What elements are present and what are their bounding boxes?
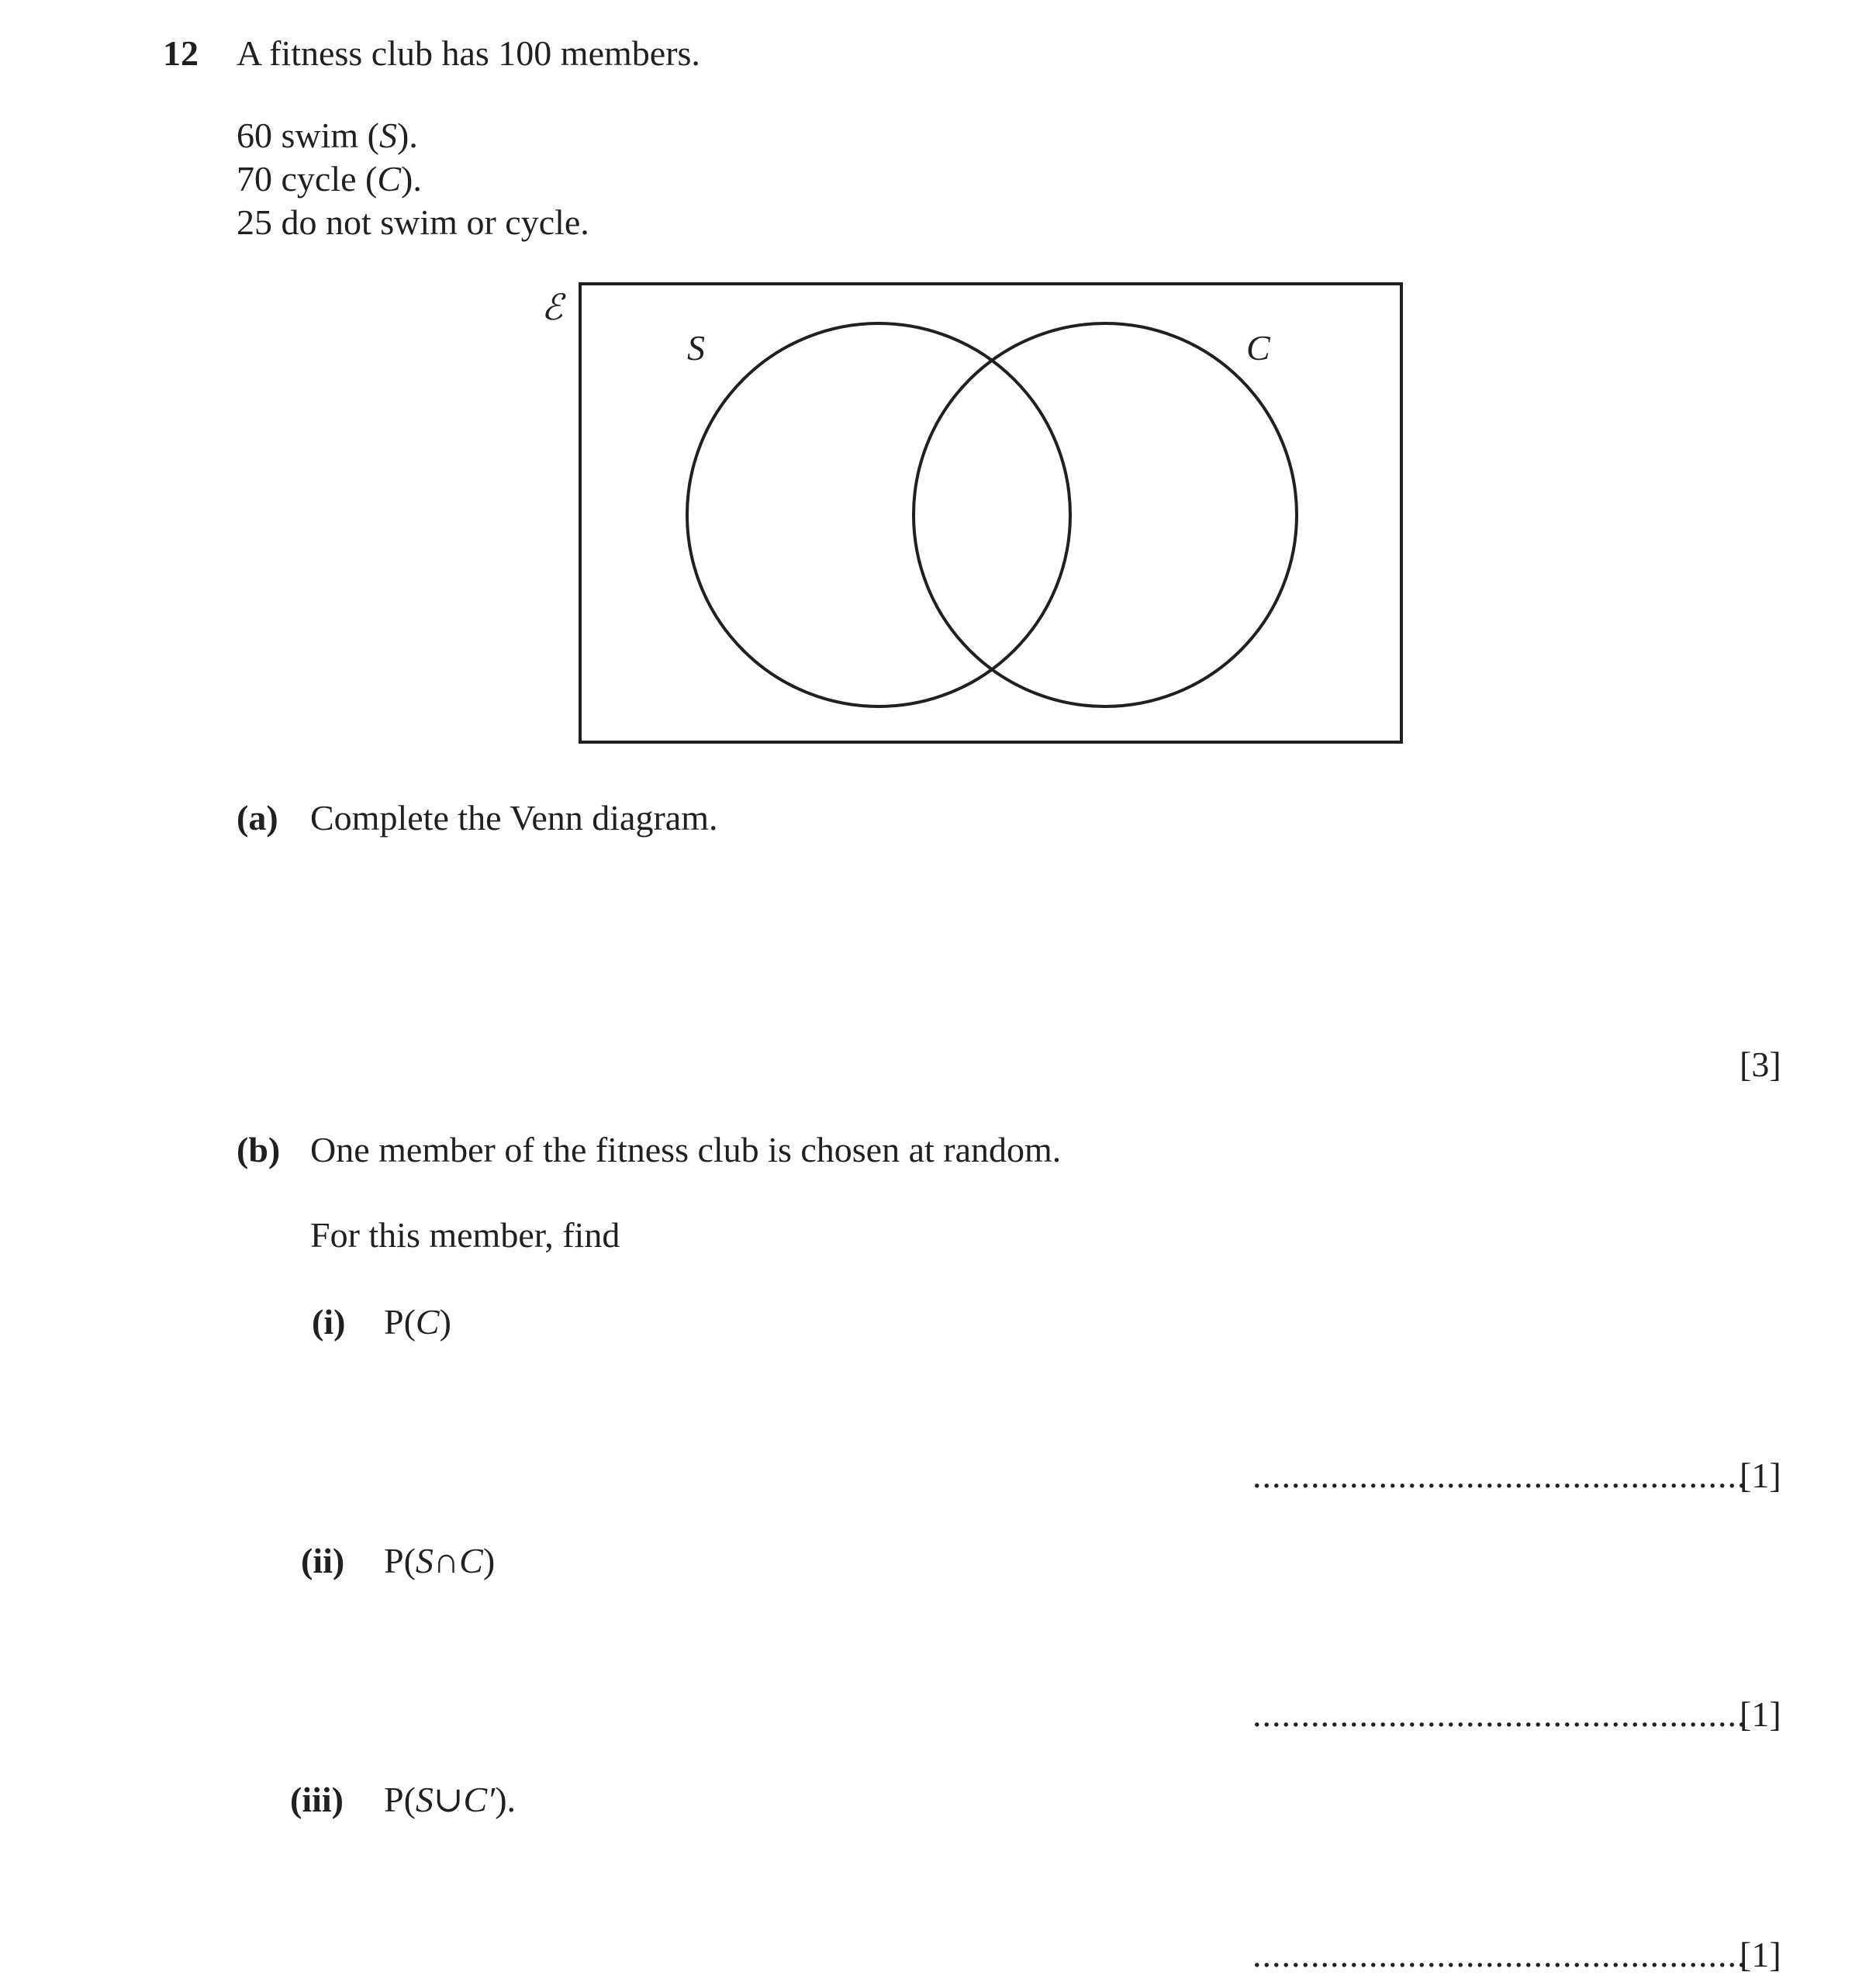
part-b-label: (b): [237, 1130, 281, 1169]
subpart-i-marks: [1]: [1740, 1456, 1781, 1495]
part-b-text: One member of the fitness club is chosen at random.: [310, 1130, 1062, 1169]
subpart-iii-label: (iii): [290, 1780, 344, 1819]
set-c-circle: [914, 323, 1297, 706]
fact-cycle: 70 cycle (C).: [237, 159, 422, 199]
fact-swim: 60 swim (S).: [237, 116, 418, 155]
subpart-i-label: (i): [312, 1302, 346, 1342]
question-number: 12: [163, 33, 199, 73]
part-a-label: (a): [237, 798, 278, 838]
set-s-label: S: [687, 328, 705, 368]
subpart-ii-marks: [1]: [1740, 1694, 1781, 1734]
fact-neither: 25 do not swim or cycle.: [237, 202, 589, 242]
venn-diagram: [0, 0, 1876, 775]
part-a-marks: [3]: [1740, 1045, 1781, 1084]
subpart-iii-marks: [1]: [1740, 1935, 1781, 1974]
universal-set-symbol: ℰ: [541, 286, 563, 328]
subpart-ii-answer-line[interactable]: ...................................................: [1252, 1694, 1747, 1734]
question-stem: A fitness club has 100 members.: [237, 33, 700, 73]
subpart-ii-label: (ii): [301, 1541, 345, 1580]
subpart-i-answer-line[interactable]: ...................................................: [1252, 1456, 1747, 1495]
subpart-i-expression: P(C): [384, 1302, 451, 1342]
subpart-iii-expression: P(S∪C′).: [384, 1780, 517, 1819]
set-c-label: C: [1246, 328, 1270, 368]
subpart-iii-answer-line[interactable]: ...................................................: [1252, 1935, 1747, 1974]
subpart-ii-expression: P(S∩C): [384, 1541, 496, 1580]
part-b-instruction: For this member, find: [310, 1215, 620, 1255]
set-s-circle: [687, 323, 1070, 706]
part-a-text: Complete the Venn diagram.: [310, 798, 718, 838]
